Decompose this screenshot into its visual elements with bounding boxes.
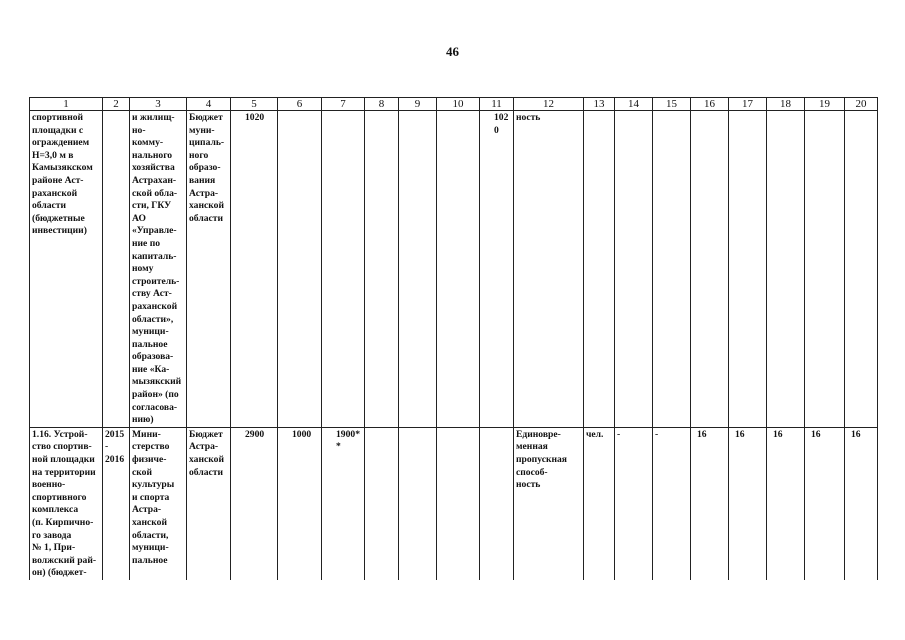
table-row: [30, 427, 878, 580]
table-cell-col-2: [103, 111, 130, 428]
table-cell-col-2: 2015- 2016: [103, 427, 130, 580]
column-header-4: 4: [187, 98, 231, 111]
page-number: 46: [446, 44, 459, 59]
table-cell-col-3: Мини- стерство физиче- ской культуры и спорта Астра- ханской области, муници- пальное: [130, 427, 187, 580]
table-cell-col-20: 16: [845, 427, 878, 580]
table-cell-col-16: [691, 111, 729, 428]
table-cell-col-9: [399, 427, 437, 580]
table-cell-col-15: [653, 111, 691, 428]
table-cell-col-4: Бюджет муни- ципаль- ного образо- вания Астра- ханской области: [187, 111, 231, 428]
column-header-5: 5: [231, 98, 278, 111]
table-cell-col-7: 1900**: [322, 427, 365, 580]
table-cell-col-12: ность: [514, 111, 584, 428]
table-cell-col-3: и жилищ- но- комму- нального хозяйства Астрахан- ской обла- сти, ГКУ АО «Управле- ние по капиталь- ному строитель- ству Аст- раханской области», муници- пальное образова- ние «Ка- мызякский район» (по согласова- нию): [130, 111, 187, 428]
column-header-19: 19: [805, 98, 845, 111]
table-cell-col-18: 16: [767, 427, 805, 580]
table-cell-col-10: [437, 111, 480, 428]
table-cell-col-11: 1020: [480, 111, 514, 428]
column-header-16: 16: [691, 98, 729, 111]
table-cell-col-6: 1000: [278, 427, 322, 580]
table-cell-col-13: чел.: [584, 427, 615, 580]
table-cell-col-5: 1020: [231, 111, 278, 428]
table-cell-col-7: [322, 111, 365, 428]
table-cell-col-11: [480, 427, 514, 580]
column-header-17: 17: [729, 98, 767, 111]
table-cell-col-18: [767, 111, 805, 428]
column-header-1: 1: [30, 98, 103, 111]
table-cell-col-8: [365, 111, 399, 428]
table-cell-col-13: [584, 111, 615, 428]
table-header-row: [30, 98, 878, 111]
table-cell-col-1: спортивной площадки с ограждением Н=3,0 м в Камызякском районе Аст- раханской области (бюджетные инвестиции): [30, 111, 103, 428]
table-cell-col-17: 16: [729, 427, 767, 580]
column-header-18: 18: [767, 98, 805, 111]
table-cell-col-17: [729, 111, 767, 428]
table-row: [30, 111, 878, 428]
column-header-13: 13: [584, 98, 615, 111]
table-cell-col-10: [437, 427, 480, 580]
table-cell-col-15: -: [653, 427, 691, 580]
table-cell-col-9: [399, 111, 437, 428]
table-cell-col-5: 2900: [231, 427, 278, 580]
table-cell-col-19: [805, 111, 845, 428]
table-cell-col-14: -: [615, 427, 653, 580]
column-header-3: 3: [130, 98, 187, 111]
table-cell-col-1: 1.16. Устрой- ство спортив- ной площадки на территории военно- спортивного комплекса (п. Кирпично- го завода № 1, При- волжский рай- он) (бюджет-: [30, 427, 103, 580]
column-header-10: 10: [437, 98, 480, 111]
table-cell-col-4: Бюджет Астра- ханской области: [187, 427, 231, 580]
budget-table: [29, 97, 878, 580]
column-header-11: 11: [480, 98, 514, 111]
table-cell-col-16: 16: [691, 427, 729, 580]
column-header-20: 20: [845, 98, 878, 111]
table-cell-col-8: [365, 427, 399, 580]
column-header-12: 12: [514, 98, 584, 111]
column-header-9: 9: [399, 98, 437, 111]
column-header-15: 15: [653, 98, 691, 111]
column-header-14: 14: [615, 98, 653, 111]
table-cell-col-19: 16: [805, 427, 845, 580]
column-header-8: 8: [365, 98, 399, 111]
table-cell-col-12: Единовре- менная пропускная способ- ность: [514, 427, 584, 580]
column-header-2: 2: [103, 98, 130, 111]
table-cell-col-14: [615, 111, 653, 428]
column-header-7: 7: [322, 98, 365, 111]
table-cell-col-6: [278, 111, 322, 428]
table-cell-col-20: [845, 111, 878, 428]
column-header-6: 6: [278, 98, 322, 111]
